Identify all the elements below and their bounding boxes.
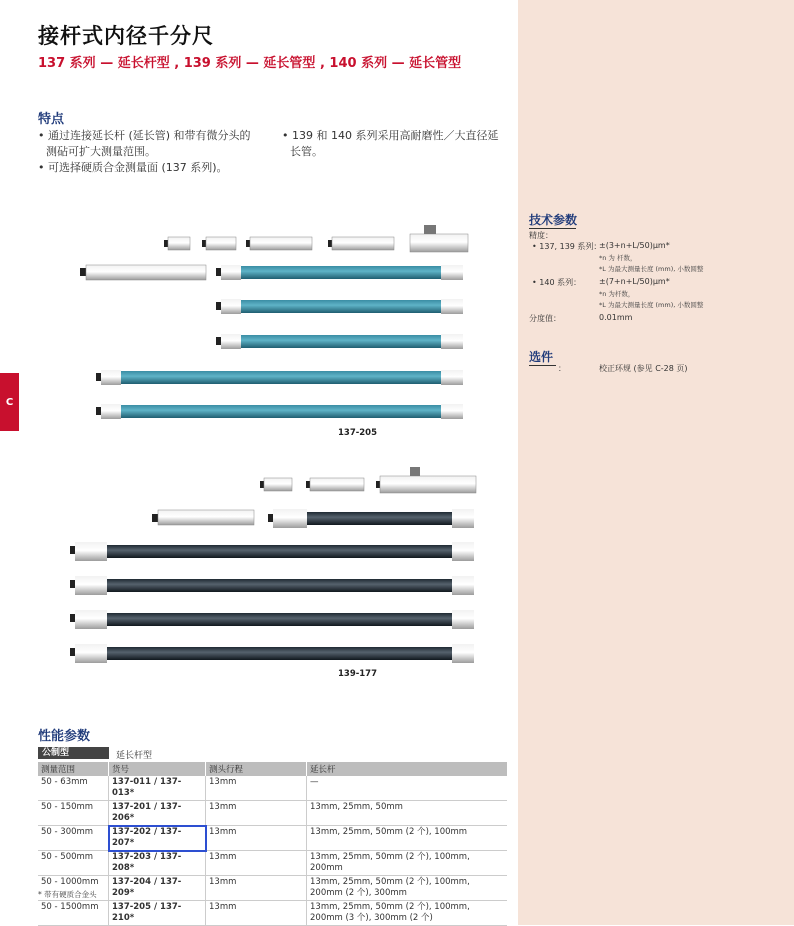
cell-stroke: 13mm <box>206 776 307 801</box>
cell-rods: 13mm, 25mm, 50mm <box>307 801 508 826</box>
resolution-value: 0.01mm <box>599 313 633 322</box>
cell-code[interactable]: 137-203 / 137-208* <box>109 851 206 876</box>
extension-tube-dark-5 <box>70 644 474 663</box>
extension-rod-blue-1 <box>216 265 463 280</box>
table-row <box>38 851 507 876</box>
feature-line: 长管。 <box>290 145 323 158</box>
resolution-label: 分度值： <box>529 314 561 323</box>
page-subtitle: 137 系列 — 延长杆型 , 139 系列 — 延长管型 , 140 系列 — 延长管型 <box>38 56 462 71</box>
cell-rods: 13mm, 25mm, 50mm (2 个), 100mm, 200mm (2 个), 300mm <box>307 876 508 901</box>
metric-type-label: 延长杆型 <box>116 751 153 761</box>
table-row <box>38 826 507 851</box>
extension-rod-blue-5 <box>96 404 463 419</box>
cell-rods: — <box>307 776 508 801</box>
specs-underline <box>529 228 576 229</box>
feature-line: • 通过连接延长杆 (延长管) 和带有微分头的 <box>38 129 251 142</box>
options-colon: ： <box>558 364 566 373</box>
options-value[interactable]: 校正环规 (参见 C-28 页) <box>599 364 688 373</box>
cell-range: 50 - 1000mm <box>38 876 109 901</box>
page-title: 接杆式内径千分尺 <box>38 24 214 48</box>
accuracy-label: 精度： <box>529 231 553 240</box>
cell-stroke: 13mm <box>206 876 307 901</box>
table-row <box>38 801 507 826</box>
cell-stroke: 13mm <box>206 826 307 851</box>
cell-code[interactable]: 137-011 / 137-013* <box>109 776 206 801</box>
micrometer-head-139 <box>376 467 476 493</box>
accuracy-row2-value: ±(7+n+L/50)µm* <box>599 277 670 286</box>
footnote: * 带有硬质合金头 <box>38 890 97 899</box>
cell-range: 50 - 150mm <box>38 801 109 826</box>
table-row <box>38 876 507 901</box>
cell-rods: 13mm, 25mm, 50mm (2 个), 100mm, 200mm (3 个), 300mm (2 个) <box>307 901 508 926</box>
cell-code[interactable]: 137-204 / 137-209* <box>109 876 206 901</box>
extension-rod-blue-4 <box>96 370 463 385</box>
cell-rods: 13mm, 25mm, 50mm (2 个), 100mm <box>307 826 508 851</box>
photo-caption-139: 139-177 <box>338 669 378 679</box>
micrometer-head <box>410 225 468 252</box>
accuracy-row2-note2: *L 为最大测量长度 (mm), 小数圆整 <box>599 301 704 309</box>
cell-code[interactable]: 137-205 / 137-210* <box>109 901 206 926</box>
accuracy-row2-note1: *n 为杆数， <box>599 290 635 298</box>
performance-heading: 性能参数 <box>38 729 91 744</box>
performance-table <box>38 762 507 926</box>
accuracy-row1-note1: *n 为 杆数， <box>599 254 637 262</box>
extension-piece-139-a <box>260 478 292 491</box>
options-underline <box>529 365 556 366</box>
metric-tag: 公制型 <box>38 747 109 759</box>
cell-stroke: 13mm <box>206 901 307 926</box>
extension-rod-silver <box>80 265 206 280</box>
specs-heading: 技术参数 <box>529 213 578 227</box>
right-sidebar-panel <box>518 0 794 925</box>
extension-rod-blue-3 <box>216 334 463 349</box>
accuracy-row1-label: • 137, 139 系列： <box>532 242 602 251</box>
chapter-tab[interactable]: C <box>0 373 19 431</box>
accuracy-row2-label: • 140 系列： <box>532 278 582 287</box>
photo-caption-137: 137-205 <box>338 428 378 438</box>
cell-rods: 13mm, 25mm, 50mm (2 个), 100mm, 200mm <box>307 851 508 876</box>
cell-stroke: 13mm <box>206 851 307 876</box>
extension-tube-silver <box>152 510 254 525</box>
extension-rod-blue-2 <box>216 299 463 314</box>
feature-line: 测砧可扩大测量范围。 <box>46 145 156 158</box>
cell-stroke: 13mm <box>206 801 307 826</box>
col-range: 测量范围 <box>38 762 109 776</box>
product-photos <box>0 0 518 700</box>
cell-range: 50 - 300mm <box>38 826 109 851</box>
cell-range: 50 - 63mm <box>38 776 109 801</box>
extension-piece-50mm-b <box>328 237 394 250</box>
features-heading: 特点 <box>38 112 65 127</box>
feature-line: • 139 和 140 系列采用高耐磨性／大直径延 <box>282 129 499 142</box>
feature-line: • 可选择硬质合金测量面 (137 系列)。 <box>38 161 228 174</box>
cell-code-selected[interactable]: 137-202 / 137-207* <box>109 826 206 851</box>
accuracy-row1-value: ±(3+n+L/50)µm* <box>599 241 670 250</box>
extension-piece-50mm <box>246 237 312 250</box>
table-header-row <box>38 762 507 776</box>
cell-range: 50 - 1500mm <box>38 901 109 926</box>
col-stroke: 测头行程 <box>206 762 307 776</box>
extension-tube-dark-3 <box>70 576 474 595</box>
accuracy-row1-note2: *L 为最大测量长度 (mm), 小数圆整 <box>599 265 704 273</box>
col-rods: 延长杆 <box>307 762 508 776</box>
options-heading: 选件 <box>529 350 554 364</box>
extension-piece-25mm <box>202 237 236 250</box>
table-row <box>38 776 507 801</box>
extension-tube-dark-1 <box>268 509 474 528</box>
cell-range: 50 - 500mm <box>38 851 109 876</box>
extension-tube-dark-4 <box>70 610 474 629</box>
extension-tube-dark-2 <box>70 542 474 561</box>
cell-code[interactable]: 137-201 / 137-206* <box>109 801 206 826</box>
extension-piece-13mm <box>164 237 190 250</box>
extension-piece-139-b <box>306 478 364 491</box>
col-code: 货号 <box>109 762 206 776</box>
table-row <box>38 901 507 926</box>
